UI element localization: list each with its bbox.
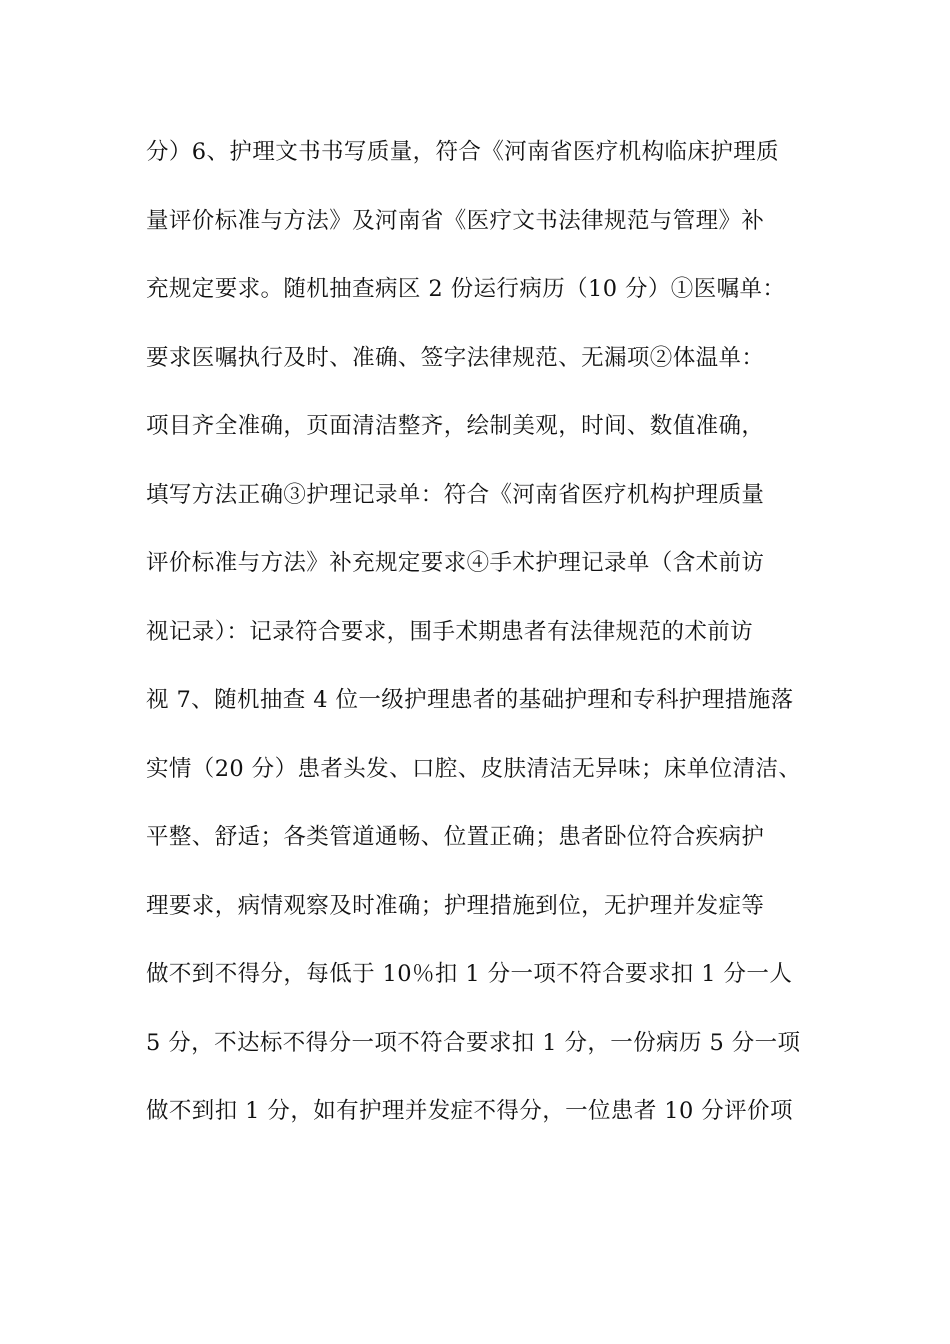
text-line: 分）6、护理文书书写质量，符合《河南省医疗机构临床护理质 <box>146 139 780 165</box>
body-text <box>146 128 846 1156</box>
text-line: 平整、舒适；各类管道通畅、位置正确；患者卧位符合疾病护 <box>146 824 765 850</box>
text-line: 量评价标准与方法》及河南省《医疗文书法律规范与管理》补 <box>146 207 765 234</box>
text-line: 充规定要求。随机抽查病区 2 份运行病历（10 分）①医嘱单： <box>146 276 786 302</box>
text-line: 项目齐全准确，页面清洁整齐，绘制美观，时间、数值准确， <box>146 413 765 439</box>
text-line: 评价标准与方法》补充规定要求④手术护理记录单（含术前访 <box>146 550 765 576</box>
text-line: 做不到不得分，每低于 10％扣 1 分一项不符合要求扣 1 分一人 <box>146 961 793 987</box>
text-line: 做不到扣 1 分，如有护理并发症不得分，一位患者 10 分评价项 <box>146 1098 793 1124</box>
text-line: 要求医嘱执行及时、准确、签字法律规范、无漏项②体温单： <box>146 344 765 371</box>
text-line: 理要求，病情观察及时准确；护理措施到位，无护理并发症等 <box>146 892 765 919</box>
text-line: 填写方法正确③护理记录单：符合《河南省医疗机构护理质量 <box>146 481 765 508</box>
text-line: 视 7、随机抽查 4 位一级护理患者的基础护理和专科护理措施落 <box>146 687 794 713</box>
text-line: 实情（20 分）患者头发、口腔、皮肤清洁无异味；床单位清洁、 <box>146 755 802 782</box>
text-line: 视记录）：记录符合要求，围手术期患者有法律规范的术前访 <box>146 618 754 645</box>
text-line: 5 分，不达标不得分一项不符合要求扣 1 分，一份病历 5 分一项 <box>146 1029 801 1056</box>
